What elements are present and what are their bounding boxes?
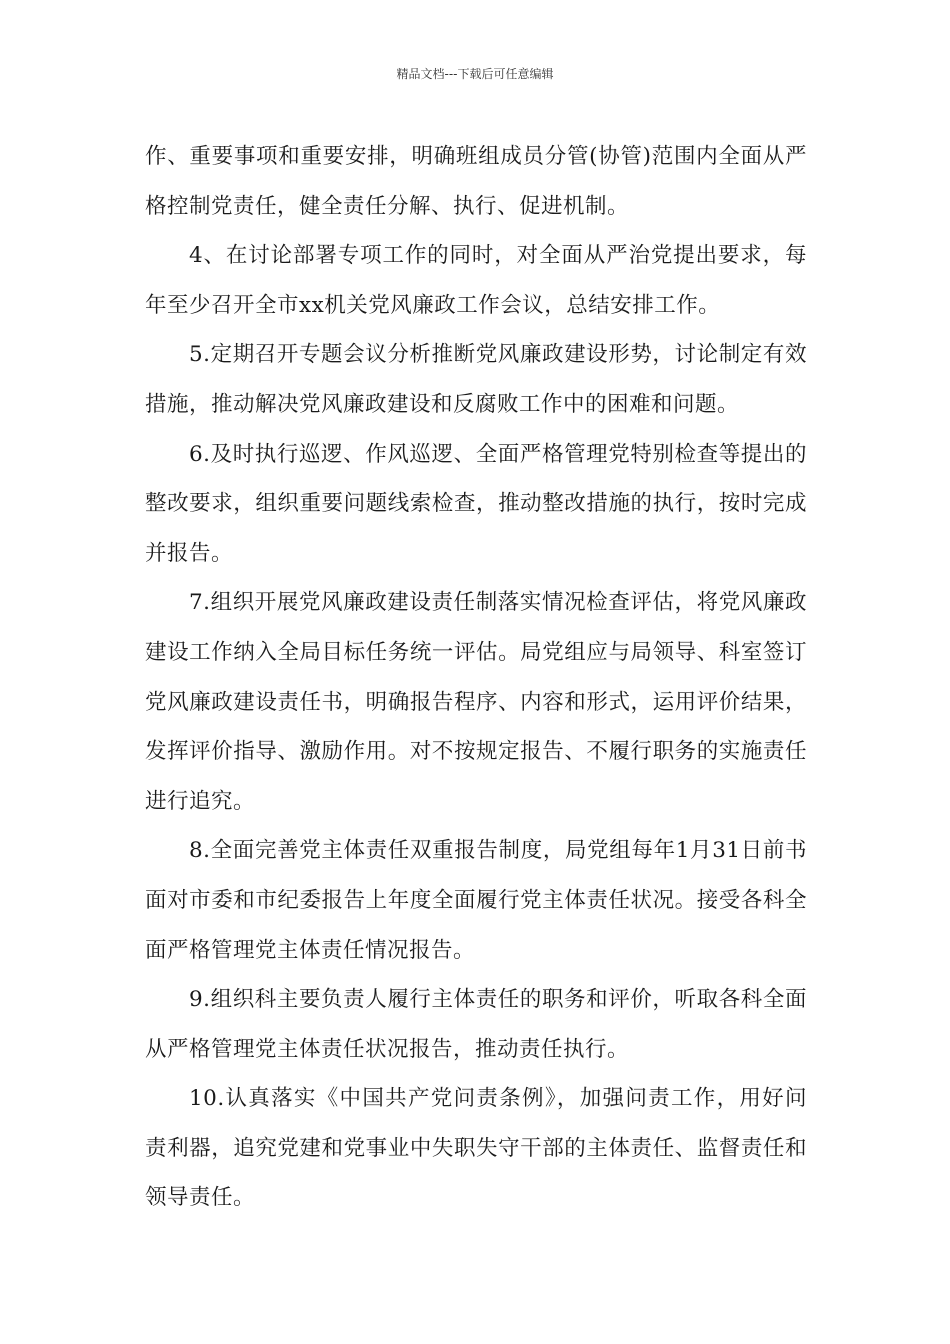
document-body	[145, 132, 807, 1223]
page-header: 精品文档---下载后可任意编辑	[396, 67, 554, 81]
paragraph-item-5: 5.定期召开专题会议分析推断党风廉政建设形势，讨论制定有效措施，推动解决党风廉政建设和反腐败工作中的困难和问题。	[145, 342, 807, 417]
paragraph-item-10: 10.认真落实《中国共产党问责条例》，加强问责工作，用好问责利器，追究党建和党事业中失职失守干部的主体责任、监督责任和领导责任。	[145, 1086, 807, 1211]
paragraph-continuation: 作、重要事项和重要安排，明确班组成员分管(协管)范围内全面从严格控制党责任，健全责任分解、执行、促进机制。	[145, 144, 807, 219]
paragraph-item-6: 6.及时执行巡逻、作风巡逻、全面严格管理党特别检查等提出的整改要求，组织重要问题线索检查，推动整改措施的执行，按时完成并报告。	[145, 441, 807, 566]
paragraph-item-8: 8.全面完善党主体责任双重报告制度，局党组每年1月31日前书面对市委和市纪委报告上年度全面履行党主体责任状况。接受各科全面严格管理党主体责任情况报告。	[145, 838, 807, 963]
paragraph-item-9: 9.组织科主要负责人履行主体责任的职务和评价，听取各科全面从严格管理党主体责任状况报告，推动责任执行。	[145, 987, 807, 1062]
paragraph-item-7: 7.组织开展党风廉政建设责任制落实情况检查评估，将党风廉政建设工作纳入全局目标任务统一评估。局党组应与局领导、科室签订党风廉政建设责任书，明确报告程序、内容和形式，运用评价结果，发挥评价指导、激励作用。对不按规定报告、不履行职务的实施责任进行追究。	[145, 590, 807, 814]
paragraph-item-4: 4、在讨论部署专项工作的同时，对全面从严治党提出要求，每年至少召开全市xx机关党风廉政工作会议，总结安排工作。	[145, 243, 807, 318]
